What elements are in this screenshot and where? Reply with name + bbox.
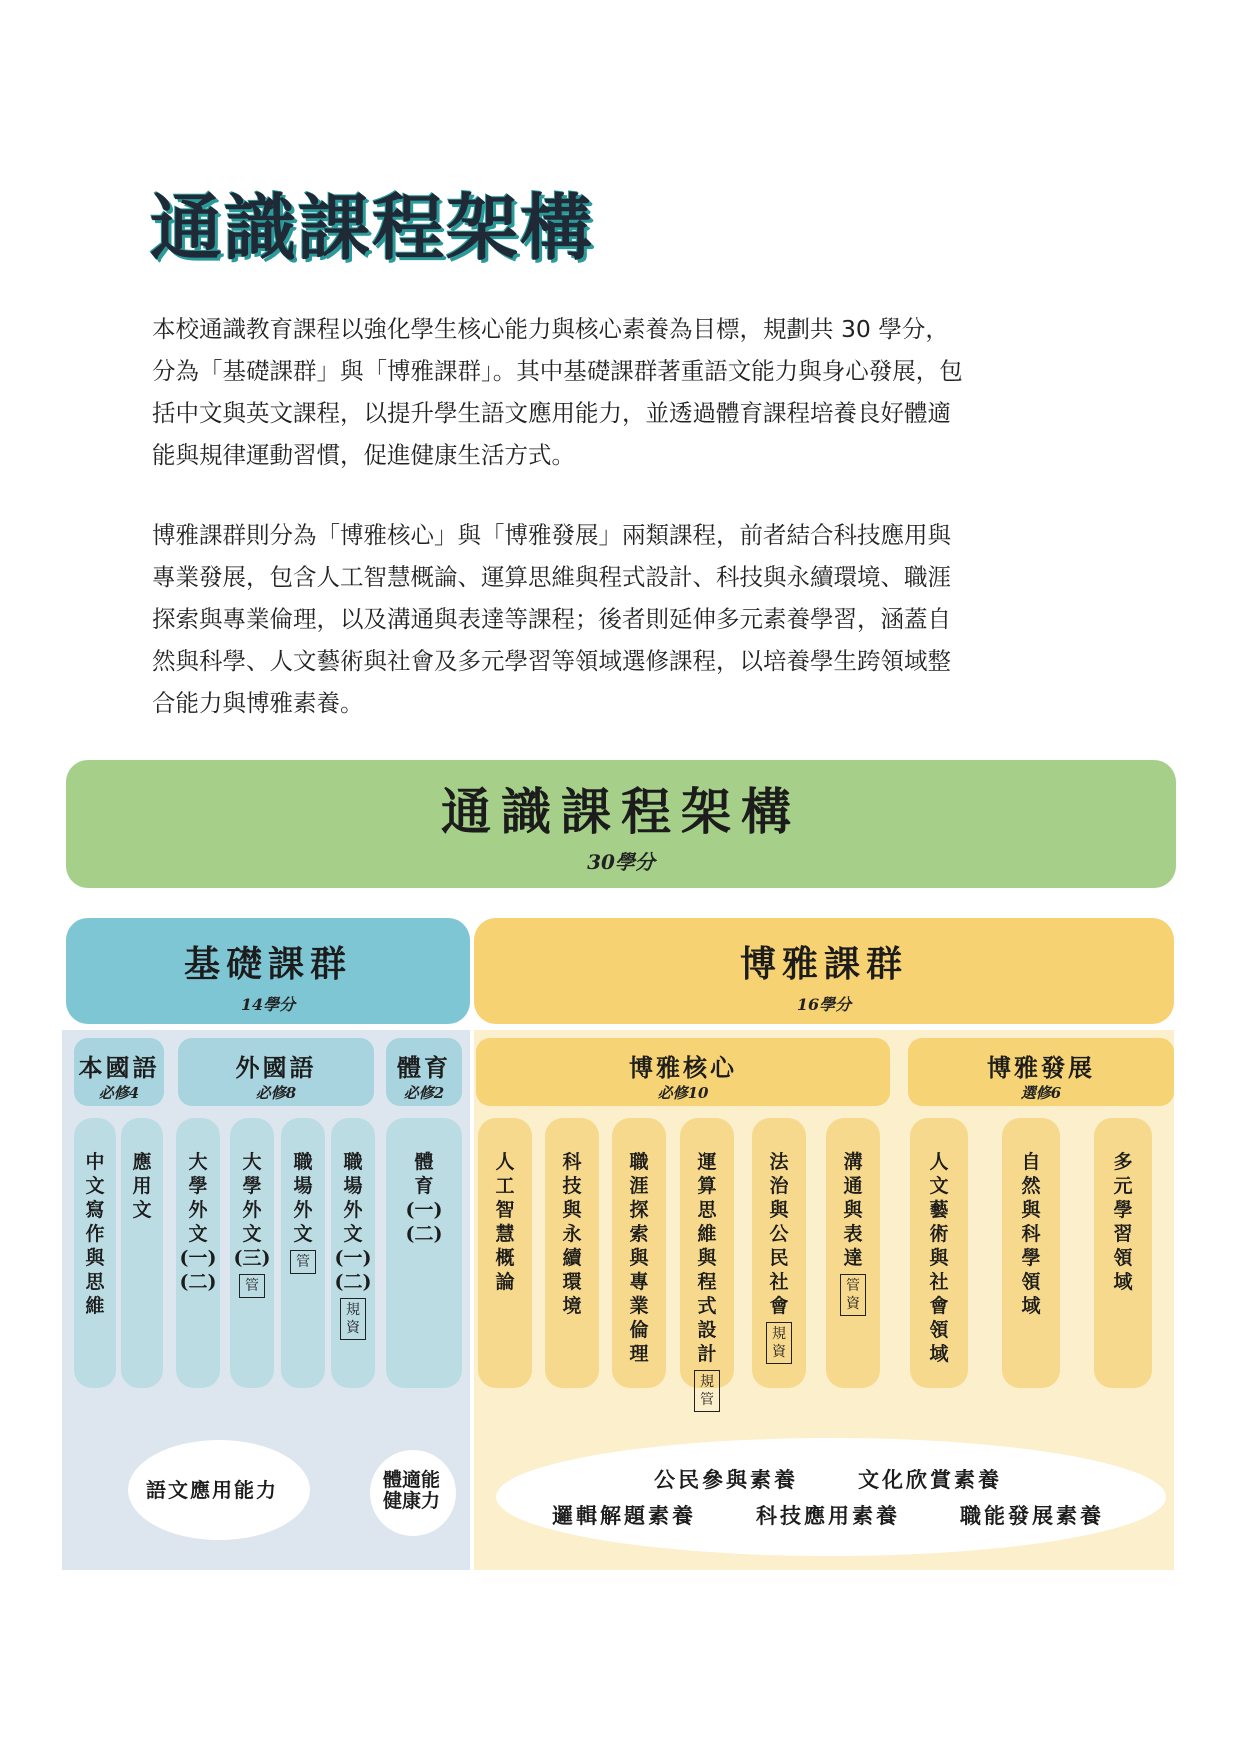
competency-label: 科技應用素養 — [756, 1503, 900, 1528]
paragraph-line: 合能力與博雅素養。 — [152, 689, 364, 717]
course-name-char: 文 — [293, 1223, 313, 1245]
subgroup-title: 本國語 — [78, 1053, 160, 1082]
course-name-char: 概 — [495, 1247, 515, 1269]
course-name — [1002, 1150, 1060, 1318]
course-name-char: (三) — [233, 1247, 271, 1269]
course-name — [386, 1150, 462, 1246]
course-name — [121, 1150, 163, 1222]
course-name-char: 多 — [1113, 1151, 1133, 1173]
college-tag-char: 管 — [245, 1278, 259, 1294]
competency-label: 體適能 — [383, 1469, 441, 1491]
course-name-char: 元 — [1113, 1175, 1133, 1197]
course-name-char: 科 — [562, 1151, 582, 1173]
subgroup-requirement: 必修4 — [98, 1084, 140, 1102]
course-name-char: 計 — [697, 1343, 717, 1365]
course-name-char: 藝 — [929, 1199, 949, 1221]
course-name-char: 式 — [697, 1295, 717, 1317]
course-name-char: 外 — [343, 1199, 363, 1221]
course-name-char: 與 — [1021, 1199, 1041, 1221]
college-tag-char: 管 — [846, 1278, 860, 1294]
course-name-char: 維 — [85, 1295, 105, 1317]
college-tag — [239, 1274, 265, 1298]
course-name-char: 文 — [85, 1175, 105, 1197]
course-name-char: 領 — [1021, 1271, 1041, 1293]
course-name-char: 通 — [843, 1175, 863, 1197]
course-name-char: (二) — [179, 1271, 217, 1293]
course-name-char: 學 — [188, 1175, 208, 1197]
course-name — [1094, 1150, 1152, 1294]
course-name-char: 與 — [697, 1247, 717, 1269]
course-name-char: 習 — [1113, 1223, 1133, 1245]
college-tag-char: 規 — [346, 1302, 360, 1318]
subgroup-title: 博雅發展 — [987, 1053, 1095, 1082]
course-name-char: 文 — [242, 1223, 262, 1245]
basic-course-column — [121, 1118, 163, 1388]
course-name-char: 社 — [929, 1271, 949, 1293]
course-name-char: 大 — [188, 1151, 208, 1173]
course-name-char: 人 — [495, 1151, 515, 1173]
course-name-char: 域 — [1021, 1295, 1041, 1317]
course-name-char: 涯 — [629, 1175, 649, 1197]
course-name-char: 文 — [132, 1199, 152, 1221]
course-name-char: 外 — [242, 1199, 262, 1221]
subgroup-requirement: 必修8 — [255, 1084, 297, 1102]
course-name-char: 技 — [562, 1175, 582, 1197]
course-name-char: 境 — [562, 1295, 582, 1317]
course-name-char: 程 — [697, 1271, 717, 1293]
course-name — [74, 1150, 116, 1318]
course-name-char: 慧 — [495, 1223, 515, 1245]
course-name-char: 理 — [629, 1343, 649, 1365]
course-name-char: 學 — [1021, 1247, 1041, 1269]
course-name-char: 文 — [188, 1223, 208, 1245]
intro-paragraph-1 — [152, 308, 1032, 476]
liberal-group-box — [474, 918, 1174, 1024]
course-name-char: 永 — [562, 1223, 582, 1245]
course-name-char: 領 — [929, 1319, 949, 1341]
course-name-char: 思 — [85, 1271, 105, 1293]
competency-liberal — [496, 1438, 1166, 1556]
subgroup-requirement: 必修10 — [657, 1084, 709, 1102]
college-tag — [840, 1274, 866, 1316]
course-name — [680, 1150, 734, 1412]
basic-group-box — [66, 918, 470, 1024]
competency-label: 文化欣賞素養 — [858, 1467, 1002, 1492]
basic-course-column — [281, 1118, 325, 1388]
college-tag-char: 管 — [700, 1392, 714, 1408]
course-name-char: 探 — [629, 1199, 649, 1221]
course-name-char: 場 — [293, 1175, 313, 1197]
basic-group-title: 基礎課群 — [183, 943, 352, 985]
course-name-char: 文 — [343, 1223, 363, 1245]
basic-course-column — [74, 1118, 116, 1388]
course-name-char: 專 — [629, 1271, 649, 1293]
course-name-char: 會 — [929, 1295, 949, 1317]
course-name-char: 算 — [697, 1175, 717, 1197]
course-name-char: 用 — [132, 1175, 152, 1197]
course-name-char: 體 — [414, 1151, 434, 1173]
course-name-char: 運 — [697, 1151, 717, 1173]
college-tag — [766, 1322, 792, 1364]
course-name-char: 職 — [629, 1151, 649, 1173]
course-name-char: 倫 — [629, 1319, 649, 1341]
course-name — [752, 1150, 806, 1364]
course-name-char: (一) — [405, 1199, 443, 1221]
subgroup-requirement: 選修6 — [1020, 1084, 1062, 1102]
page-title: 通識課程架構 — [150, 186, 595, 270]
competency-label: 語文應用能力 — [146, 1478, 278, 1502]
college-tag — [290, 1250, 316, 1274]
college-tag-char: 資 — [846, 1296, 860, 1312]
course-name-char: 與 — [85, 1247, 105, 1269]
course-name-char: 會 — [769, 1295, 789, 1317]
college-tag-char: 規 — [772, 1326, 786, 1342]
course-name-char: 設 — [697, 1319, 717, 1341]
liberal-group-credits: 16學分 — [796, 995, 852, 1014]
course-name-char: 民 — [769, 1247, 789, 1269]
course-name — [910, 1150, 968, 1366]
paragraph-line: 博雅課群則分為「博雅核心」與「博雅發展」兩類課程，前者結合科技應用與 — [152, 521, 951, 549]
course-name-char: 域 — [929, 1343, 949, 1365]
diagram-title-box — [66, 760, 1176, 888]
course-name-char: 中 — [85, 1151, 105, 1173]
college-tag — [340, 1298, 366, 1340]
college-tag-char: 管 — [296, 1254, 310, 1270]
course-name — [826, 1150, 880, 1316]
competency-label: 健康力 — [383, 1490, 441, 1512]
subgroup-title: 博雅核心 — [629, 1053, 737, 1082]
competency-label: 職能發展素養 — [960, 1503, 1104, 1528]
course-name-char: 然 — [1021, 1175, 1041, 1197]
competency-fitness — [370, 1450, 456, 1536]
course-name-char: 域 — [1113, 1271, 1133, 1293]
course-name-char: 達 — [843, 1247, 863, 1269]
course-name-char: 領 — [1113, 1247, 1133, 1269]
course-name-char: 學 — [242, 1175, 262, 1197]
course-name-char: 職 — [343, 1151, 363, 1173]
basic-course-column — [331, 1118, 375, 1388]
diagram-total-credits: 30學分 — [587, 850, 655, 874]
paragraph-line: 分為「基礎課群」與「博雅課群」。其中基礎課群著重語文能力與身心發展，包 — [152, 357, 963, 385]
course-name-char: (二) — [405, 1223, 443, 1245]
course-name-char: 工 — [495, 1175, 515, 1197]
paragraph-line: 能與規律運動習慣，促進健康生活方式。 — [152, 441, 575, 469]
competency-language — [128, 1440, 310, 1540]
course-name — [281, 1150, 325, 1274]
basic-course-column — [230, 1118, 274, 1388]
course-name-char: 表 — [843, 1223, 863, 1245]
course-name-char: 智 — [495, 1199, 515, 1221]
subgroup-foreign-language — [178, 1038, 374, 1106]
course-name-char: 環 — [562, 1271, 582, 1293]
course-name-char: 自 — [1021, 1151, 1041, 1173]
liberal-course-column — [826, 1118, 880, 1388]
subgroup-title: 外國語 — [235, 1053, 317, 1082]
course-name-char: 大 — [242, 1151, 262, 1173]
basic-course-column — [176, 1118, 220, 1388]
course-name-char: (一) — [334, 1247, 372, 1269]
course-name-char: 續 — [562, 1247, 582, 1269]
course-name-char: 論 — [495, 1271, 515, 1293]
liberal-course-column — [545, 1118, 599, 1388]
course-name-char: 場 — [343, 1175, 363, 1197]
course-name-char: 科 — [1021, 1223, 1041, 1245]
liberal-course-column — [680, 1118, 734, 1408]
course-name-char: 公 — [769, 1223, 789, 1245]
course-name-char: 人 — [929, 1151, 949, 1173]
subgroup-requirement: 必修2 — [403, 1084, 445, 1102]
paragraph-line: 專業發展，包含人工智慧概論、運算思維與程式設計、科技與永續環境、職涯 — [152, 563, 951, 591]
liberal-course-column — [612, 1118, 666, 1388]
course-name-char: 與 — [629, 1247, 649, 1269]
course-name-char: 治 — [769, 1175, 789, 1197]
course-name-char: 與 — [929, 1247, 949, 1269]
course-name-char: 文 — [929, 1175, 949, 1197]
course-name-char: 思 — [697, 1199, 717, 1221]
course-name — [176, 1150, 220, 1294]
course-name — [331, 1150, 375, 1340]
course-name-char: 職 — [293, 1151, 313, 1173]
college-tag-char: 資 — [772, 1344, 786, 1360]
course-name-char: 法 — [769, 1151, 789, 1173]
subgroup-title: 體育 — [397, 1053, 451, 1082]
course-name-char: 維 — [697, 1223, 717, 1245]
course-name-char: 應 — [132, 1151, 152, 1173]
paragraph-line: 然與科學、人文藝術與社會及多元學習等領域選修課程，以培養學生跨領域整 — [152, 647, 951, 675]
intro-paragraph-2 — [152, 514, 1032, 724]
liberal-course-column — [1002, 1118, 1060, 1388]
liberal-group-title: 博雅課群 — [739, 943, 908, 985]
course-name-char: 索 — [629, 1223, 649, 1245]
course-name-char: 外 — [188, 1199, 208, 1221]
paragraph-line: 括中文與英文課程，以提升學生語文應用能力，並透過體育課程培養良好體適 — [152, 399, 951, 427]
course-name-char: 溝 — [843, 1151, 863, 1173]
paragraph-line: 本校通識教育課程以強化學生核心能力與核心素養為目標，規劃共 30 學分， — [152, 315, 949, 343]
liberal-course-column — [752, 1118, 806, 1388]
course-name-char: 學 — [1113, 1199, 1133, 1221]
course-name-char: 與 — [562, 1199, 582, 1221]
course-name-char: 術 — [929, 1223, 949, 1245]
competency-label: 邏輯解題素養 — [552, 1503, 696, 1528]
course-name — [478, 1150, 532, 1294]
paragraph-line: 探索與專業倫理，以及溝通與表達等課程；後者則延伸多元素養學習，涵蓋自 — [152, 605, 951, 633]
basic-group-credits: 14學分 — [240, 995, 296, 1014]
course-name-char: 與 — [843, 1199, 863, 1221]
course-name — [230, 1150, 274, 1298]
course-name-char: 業 — [629, 1295, 649, 1317]
diagram-title: 通識課程架構 — [441, 782, 801, 841]
liberal-course-column — [1094, 1118, 1152, 1388]
subgroup-liberal-development — [908, 1038, 1174, 1106]
college-tag-char: 規 — [700, 1374, 714, 1390]
subgroup-pe — [386, 1038, 462, 1106]
course-name-char: 外 — [293, 1199, 313, 1221]
college-tag — [694, 1370, 720, 1412]
course-name — [545, 1150, 599, 1318]
competency-label: 公民參與素養 — [654, 1467, 798, 1492]
basic-course-column — [386, 1118, 462, 1388]
course-name-char: 與 — [769, 1199, 789, 1221]
course-name-char: (一) — [179, 1247, 217, 1269]
course-name — [612, 1150, 666, 1366]
subgroup-liberal-core — [476, 1038, 890, 1106]
course-name-char: 育 — [414, 1175, 434, 1197]
course-name-char: 寫 — [85, 1199, 105, 1221]
course-name-char: 社 — [769, 1271, 789, 1293]
course-name-char: (二) — [334, 1271, 372, 1293]
college-tag-char: 資 — [346, 1320, 360, 1336]
liberal-course-column — [910, 1118, 968, 1388]
subgroup-native-language — [74, 1038, 164, 1106]
course-name-char: 作 — [85, 1223, 105, 1245]
liberal-course-column — [478, 1118, 532, 1388]
